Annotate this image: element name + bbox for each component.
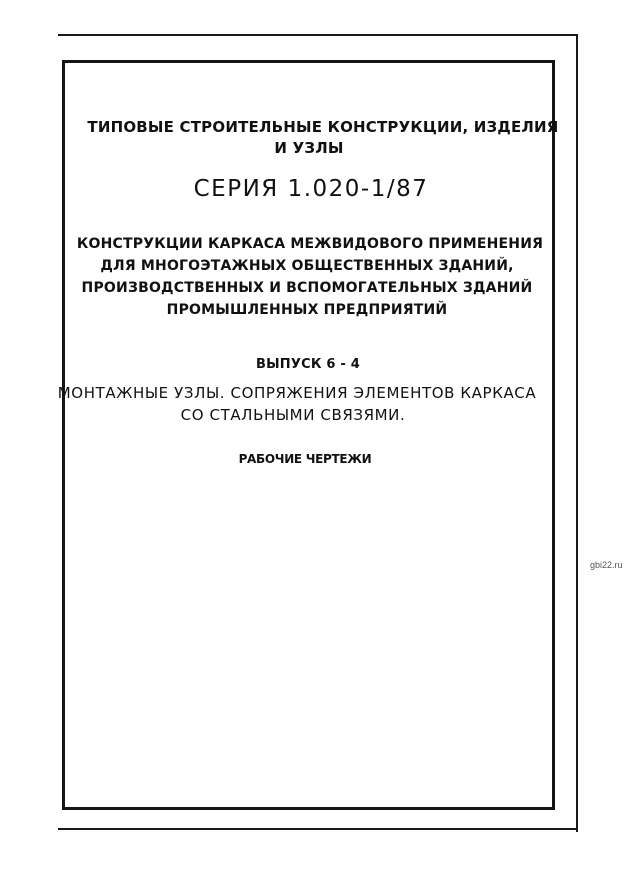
series-title: СЕРИЯ 1.020-1/87 [193, 176, 429, 202]
issue-title-line-2: СО СТАЛЬНЫМИ СВЯЗЯМИ. [180, 406, 406, 424]
working-drawings-label: РАБОЧИЕ ЧЕРТЕЖИ [238, 452, 372, 466]
header-line-2: И УЗЛЫ [274, 139, 344, 157]
subject-line-4: ПРОМЫШЛЕННЫХ ПРЕДПРИЯТИЙ [166, 302, 448, 318]
title-page-frame [62, 60, 555, 810]
scan-edge-top [58, 34, 578, 36]
header-line-1: ТИПОВЫЕ СТРОИТЕЛЬНЫЕ КОНСТРУКЦИИ, ИЗДЕЛИЯ [87, 118, 559, 136]
issue-number: ВЫПУСК 6 - 4 [256, 357, 360, 372]
subject-line-1: КОНСТРУКЦИИ КАРКАСА МЕЖВИДОВОГО ПРИМЕНЕНИЯ [76, 236, 544, 252]
issue-title-line-1: МОНТАЖНЫЕ УЗЛЫ. СОПРЯЖЕНИЯ ЭЛЕМЕНТОВ КАРКАСА [57, 384, 537, 402]
watermark: gbi22.ru [590, 560, 623, 570]
scan-edge-bottom [58, 828, 578, 830]
subject-line-2: ДЛЯ МНОГОЭТАЖНЫХ ОБЩЕСТВЕННЫХ ЗДАНИЙ, [100, 258, 514, 274]
subject-line-3: ПРОИЗВОДСТВЕННЫХ И ВСПОМОГАТЕЛЬНЫХ ЗДАНИЙ [81, 280, 533, 296]
